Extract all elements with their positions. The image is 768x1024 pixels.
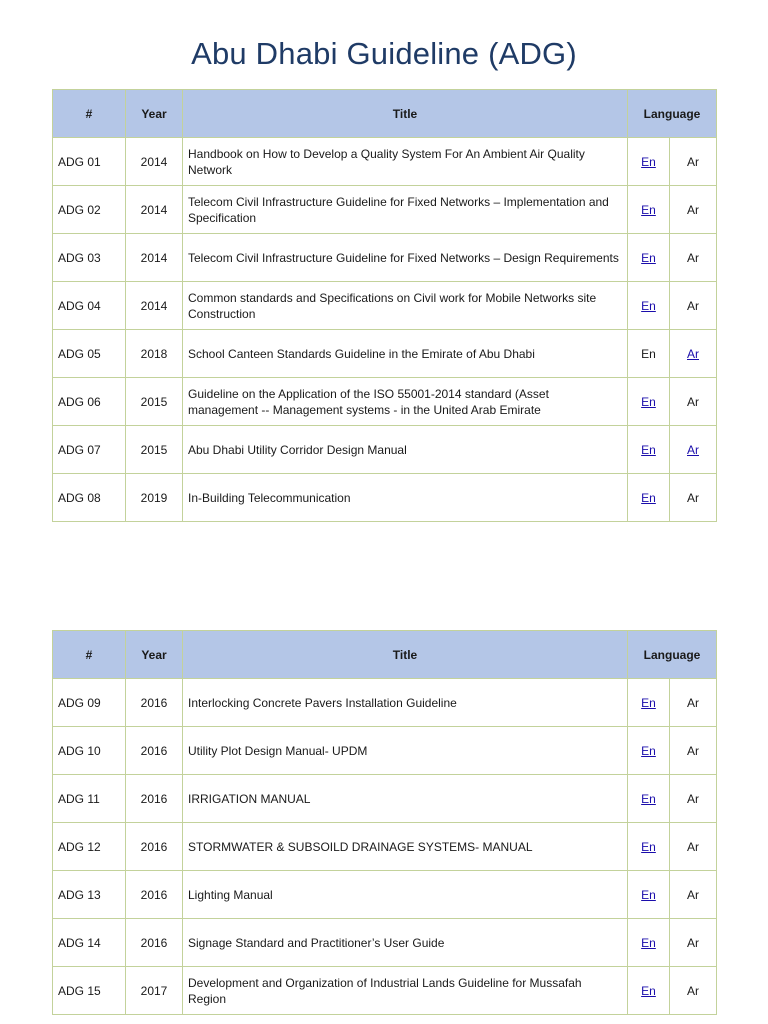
guideline-title-text: Lighting Manual	[188, 887, 273, 902]
guideline-number	[53, 474, 126, 522]
language-en-cell	[628, 282, 670, 330]
table-header-row	[53, 631, 717, 679]
language-en-link[interactable]: En	[641, 442, 656, 457]
guideline-number-text: ADG 03	[58, 250, 101, 265]
guideline-year-text: 2017	[140, 983, 168, 998]
guideline-title	[183, 186, 628, 234]
guideline-year	[126, 967, 183, 1015]
guideline-title	[183, 426, 628, 474]
language-ar-cell	[670, 727, 717, 775]
guideline-number-text: ADG 15	[58, 983, 101, 998]
table-row	[53, 967, 717, 1015]
guideline-year	[126, 330, 183, 378]
language-ar-label: Ar	[687, 791, 699, 806]
language-ar-cell	[670, 823, 717, 871]
guideline-title	[183, 234, 628, 282]
guideline-title-text: Interlocking Concrete Pavers Installation Guideline	[188, 695, 457, 710]
language-en-link[interactable]: En	[641, 394, 656, 409]
guideline-year-text: 2018	[140, 346, 168, 361]
guideline-number-text: ADG 04	[58, 298, 101, 313]
language-en-cell	[628, 474, 670, 522]
guideline-title-text: School Canteen Standards Guideline in the Emirate of Abu Dhabi	[188, 346, 535, 361]
guideline-title-text: Abu Dhabi Utility Corridor Design Manual	[188, 442, 407, 457]
guideline-number	[53, 967, 126, 1015]
guideline-year	[126, 871, 183, 919]
language-ar-cell	[670, 378, 717, 426]
table-row	[53, 679, 717, 727]
language-en-cell	[628, 330, 670, 378]
table-row	[53, 919, 717, 967]
guideline-number-text: ADG 10	[58, 743, 101, 758]
guideline-title-text: Handbook on How to Develop a Quality System For An Ambient Air Quality Network	[188, 146, 585, 177]
language-en-link[interactable]: En	[641, 743, 656, 758]
language-ar-label: Ar	[687, 250, 699, 265]
language-ar-label: Ar	[687, 983, 699, 998]
language-en-cell	[628, 919, 670, 967]
language-ar-cell	[670, 426, 717, 474]
guideline-title-text: Development and Organization of Industrial Lands Guideline for Mussafah Region	[188, 975, 582, 1006]
guideline-year-text: 2015	[140, 394, 168, 409]
guideline-title-text: In-Building Telecommunication	[188, 490, 351, 505]
guideline-year	[126, 234, 183, 282]
table-row	[53, 426, 717, 474]
language-en-cell	[628, 378, 670, 426]
guideline-year	[126, 727, 183, 775]
language-ar-label: Ar	[687, 154, 699, 169]
language-ar-label: Ar	[687, 394, 699, 409]
guideline-number	[53, 919, 126, 967]
language-en-cell	[628, 823, 670, 871]
language-ar-cell	[670, 282, 717, 330]
guideline-year	[126, 823, 183, 871]
guideline-year-text: 2014	[140, 250, 168, 265]
language-en-cell	[628, 727, 670, 775]
table-row	[53, 234, 717, 282]
language-ar-link[interactable]: Ar	[687, 442, 699, 457]
language-ar-link[interactable]: Ar	[687, 346, 699, 361]
guideline-title	[183, 474, 628, 522]
guideline-year-text: 2014	[140, 154, 168, 169]
table-row	[53, 871, 717, 919]
language-en-cell	[628, 426, 670, 474]
language-en-link[interactable]: En	[641, 839, 656, 854]
guideline-year-text: 2016	[140, 935, 168, 950]
language-en-cell	[628, 775, 670, 823]
header-language: Language	[628, 631, 717, 679]
language-ar-cell	[670, 919, 717, 967]
language-ar-cell	[670, 871, 717, 919]
table-header-row	[53, 90, 717, 138]
guideline-number	[53, 679, 126, 727]
language-en-link[interactable]: En	[641, 202, 656, 217]
table-row	[53, 138, 717, 186]
guideline-title-text: Telecom Civil Infrastructure Guideline for Fixed Networks – Design Requirements	[188, 250, 619, 265]
guideline-number-text: ADG 07	[58, 442, 101, 457]
language-en-link[interactable]: En	[641, 250, 656, 265]
guideline-year	[126, 679, 183, 727]
table-row	[53, 378, 717, 426]
guideline-table-1	[52, 89, 717, 522]
guideline-year	[126, 775, 183, 823]
table-row	[53, 823, 717, 871]
guideline-year-text: 2014	[140, 298, 168, 313]
guideline-year	[126, 186, 183, 234]
language-en-cell	[628, 679, 670, 727]
guideline-number	[53, 426, 126, 474]
language-ar-cell	[670, 967, 717, 1015]
language-en-link[interactable]: En	[641, 887, 656, 902]
guideline-number-text: ADG 08	[58, 490, 101, 505]
language-en-cell	[628, 234, 670, 282]
guideline-year-text: 2016	[140, 695, 168, 710]
guideline-number-text: ADG 12	[58, 839, 101, 854]
guideline-title-text: Signage Standard and Practitioner’s User Guide	[188, 935, 445, 950]
language-ar-label: Ar	[687, 695, 699, 710]
guideline-title-text: Telecom Civil Infrastructure Guideline for Fixed Networks – Implementation and Specification	[188, 194, 609, 225]
language-en-cell	[628, 871, 670, 919]
language-en-link[interactable]: En	[641, 490, 656, 505]
guideline-year-text: 2019	[140, 490, 168, 505]
guideline-year	[126, 474, 183, 522]
guideline-number-text: ADG 06	[58, 394, 101, 409]
guideline-number-text: ADG 09	[58, 695, 101, 710]
table-row	[53, 330, 717, 378]
guideline-title	[183, 871, 628, 919]
header-number: #	[53, 631, 126, 679]
language-en-link[interactable]: En	[641, 695, 656, 710]
language-en-cell	[628, 186, 670, 234]
guideline-year	[126, 426, 183, 474]
guideline-title	[183, 919, 628, 967]
language-ar-cell	[670, 234, 717, 282]
guideline-title-text: STORMWATER & SUBSOILD DRAINAGE SYSTEMS- MANUAL	[188, 839, 533, 854]
header-year: Year	[126, 90, 183, 138]
guideline-number-text: ADG 02	[58, 202, 101, 217]
guideline-number	[53, 330, 126, 378]
table-row	[53, 474, 717, 522]
header-year: Year	[126, 631, 183, 679]
guideline-year-text: 2016	[140, 887, 168, 902]
guideline-number-text: ADG 05	[58, 346, 101, 361]
language-ar-cell	[670, 775, 717, 823]
language-ar-label: Ar	[687, 935, 699, 950]
guideline-number	[53, 823, 126, 871]
guideline-title-text: IRRIGATION MANUAL	[188, 791, 311, 806]
language-ar-cell	[670, 186, 717, 234]
header-title: Title	[183, 631, 628, 679]
guideline-title	[183, 967, 628, 1015]
language-en-cell	[628, 138, 670, 186]
guideline-title-text: Guideline on the Application of the ISO 55001-2014 standard (Asset management -- Management systems - in the United Arab Emirate	[188, 386, 549, 417]
guideline-title	[183, 679, 628, 727]
guideline-title	[183, 282, 628, 330]
guideline-table-2	[52, 630, 717, 1015]
guideline-year	[126, 919, 183, 967]
guideline-title-text: Utility Plot Design Manual- UPDM	[188, 743, 368, 758]
language-en-label: En	[641, 346, 656, 361]
language-en-cell	[628, 967, 670, 1015]
language-ar-cell	[670, 330, 717, 378]
guideline-number	[53, 186, 126, 234]
guideline-year-text: 2016	[140, 791, 168, 806]
guideline-number	[53, 138, 126, 186]
language-en-link[interactable]: En	[641, 154, 656, 169]
guideline-year-text: 2015	[140, 442, 168, 457]
page-title: Abu Dhabi Guideline (ADG)	[191, 36, 577, 71]
header-number: #	[53, 90, 126, 138]
guideline-number-text: ADG 11	[58, 791, 100, 806]
guideline-title	[183, 378, 628, 426]
header-language: Language	[628, 90, 717, 138]
language-ar-label: Ar	[687, 887, 699, 902]
table-row	[53, 282, 717, 330]
guideline-year	[126, 138, 183, 186]
language-ar-label: Ar	[687, 202, 699, 217]
guideline-number	[53, 727, 126, 775]
guideline-number-text: ADG 14	[58, 935, 101, 950]
guideline-number	[53, 282, 126, 330]
language-ar-cell	[670, 474, 717, 522]
table-row	[53, 727, 717, 775]
language-ar-label: Ar	[687, 298, 699, 313]
language-en-link[interactable]: En	[641, 791, 656, 806]
guideline-number-text: ADG 13	[58, 887, 101, 902]
language-en-link[interactable]: En	[641, 935, 656, 950]
guideline-year	[126, 378, 183, 426]
guideline-title	[183, 727, 628, 775]
guideline-year	[126, 282, 183, 330]
guideline-year-text: 2016	[140, 743, 168, 758]
language-en-link[interactable]: En	[641, 983, 656, 998]
guideline-year-text: 2014	[140, 202, 168, 217]
guideline-title	[183, 775, 628, 823]
header-title: Title	[183, 90, 628, 138]
language-ar-cell	[670, 138, 717, 186]
table-row	[53, 775, 717, 823]
guideline-number	[53, 378, 126, 426]
guideline-number	[53, 234, 126, 282]
language-ar-label: Ar	[687, 743, 699, 758]
table-row	[53, 186, 717, 234]
guideline-title	[183, 823, 628, 871]
language-ar-cell	[670, 679, 717, 727]
guideline-number-text: ADG 01	[58, 154, 101, 169]
guideline-number	[53, 871, 126, 919]
guideline-year-text: 2016	[140, 839, 168, 854]
language-en-link[interactable]: En	[641, 298, 656, 313]
guideline-title	[183, 138, 628, 186]
language-ar-label: Ar	[687, 839, 699, 854]
guideline-number	[53, 775, 126, 823]
guideline-title	[183, 330, 628, 378]
guideline-title-text: Common standards and Specifications on Civil work for Mobile Networks site Construction	[188, 290, 597, 321]
language-ar-label: Ar	[687, 490, 699, 505]
